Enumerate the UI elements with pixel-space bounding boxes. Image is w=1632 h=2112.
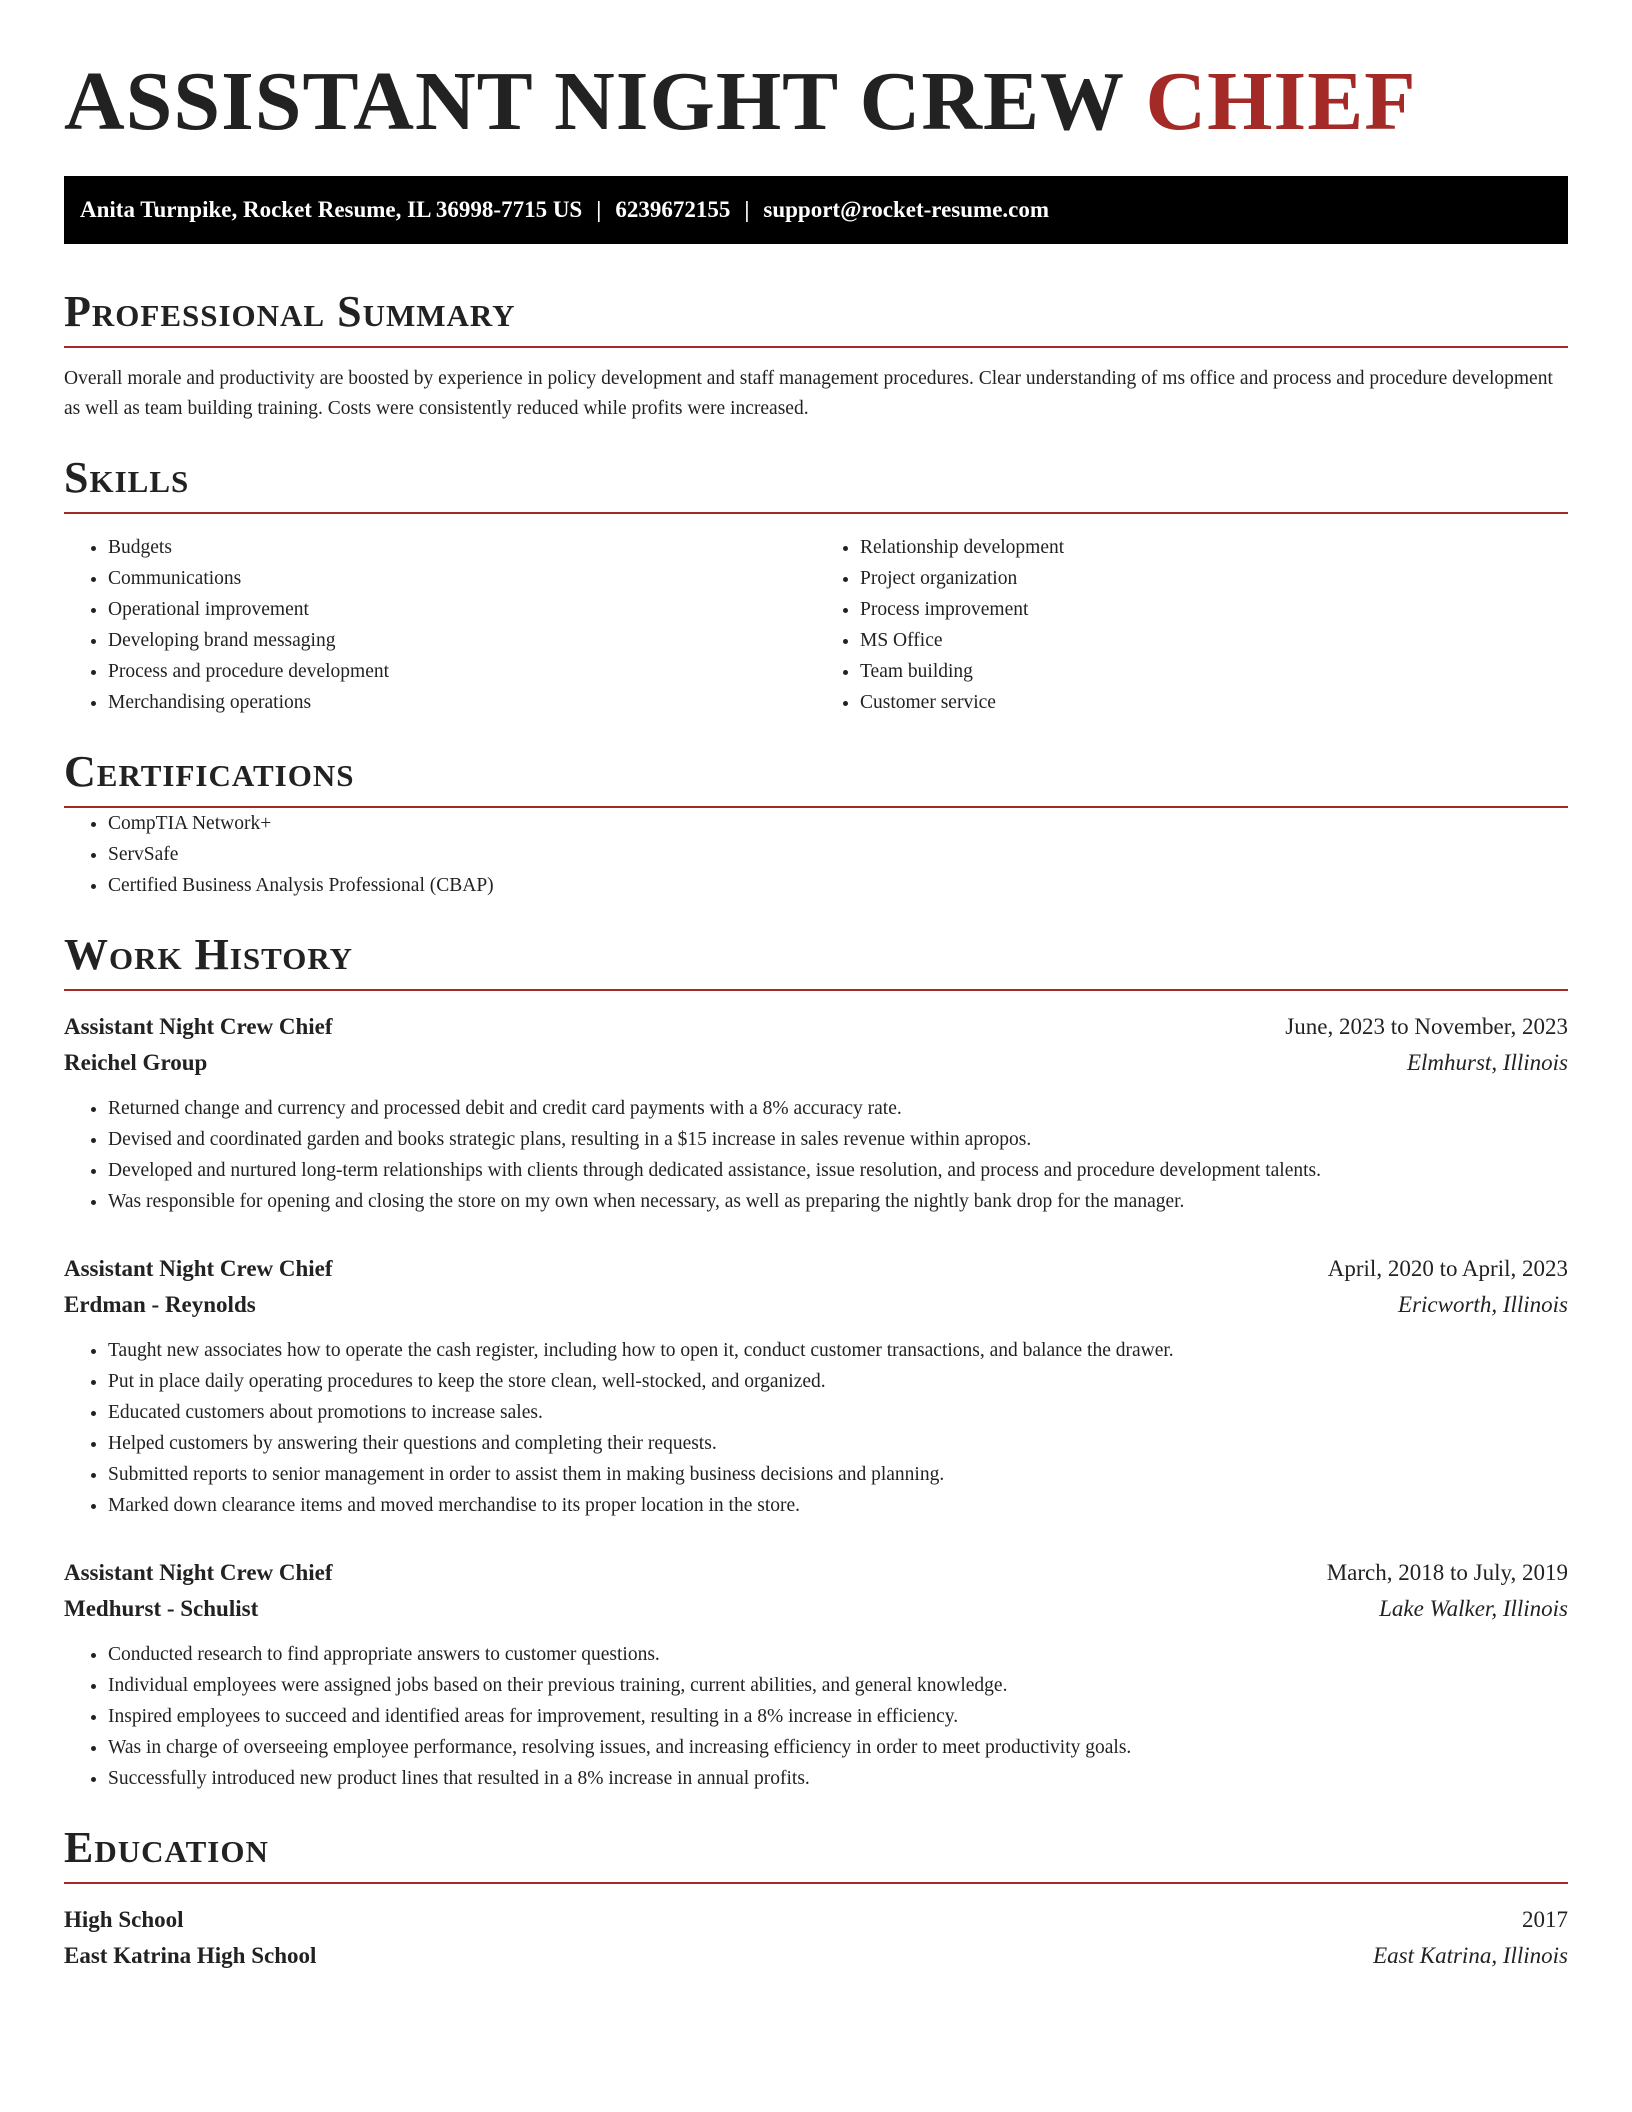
job-bullet: • Was in charge of overseeing employee performance, resolving issues, and increasing efficiency in order to meet productivity goals.: [108, 1732, 1568, 1763]
job-entry: [64, 1009, 1568, 1217]
job-bullet: • Helped customers by answering their questions and completing their requests.: [108, 1428, 1568, 1459]
skill-item: • Team building: [860, 656, 1568, 687]
job-company-row: [64, 1287, 1568, 1323]
job-bullet: • Put in place daily operating procedures to keep the store clean, well-stocked, and organized.: [108, 1366, 1568, 1397]
job-bullets: [64, 1639, 1568, 1794]
education-heading: Education: [64, 1824, 1568, 1884]
skill-item: • MS Office: [860, 625, 1568, 656]
title-accent: CHIEF: [1145, 55, 1417, 148]
job-location: Lake Walker, Illinois: [1379, 1596, 1568, 1621]
job-company: Reichel Group: [64, 1050, 208, 1075]
skill-item: • Process and procedure development: [108, 656, 816, 687]
job-bullet: • Was responsible for opening and closing the store on my own when necessary, as well as preparing the nightly bank drop for the manager.: [108, 1186, 1568, 1217]
skill-item: • Relationship development: [860, 532, 1568, 563]
contact-phone: 6239672155: [615, 197, 731, 222]
job-bullet: • Returned change and currency and processed debit and credit card payments with a 8% accuracy rate.: [108, 1093, 1568, 1124]
job-bullet: • Developed and nurtured long-term relationships with clients through dedicated assistance, issue resolution, and process and procedure development talents.: [108, 1155, 1568, 1186]
contact-separator: |: [744, 197, 750, 222]
job-company: Erdman - Reynolds: [64, 1292, 256, 1317]
job-location: Elmhurst, Illinois: [1406, 1050, 1568, 1075]
contact-address: Anita Turnpike, Rocket Resume, IL 36998-7715 US: [80, 197, 583, 222]
education-school-row: [64, 1938, 1568, 1974]
job-title: Assistant Night Crew Chief: [64, 1560, 333, 1585]
skill-item: • Operational improvement: [108, 594, 816, 625]
certification-item: • Certified Business Analysis Professional (CBAP): [108, 870, 1568, 901]
job-dates: April, 2020 to April, 2023: [1327, 1256, 1568, 1281]
summary-heading: Professional Summary: [64, 288, 1568, 348]
job-bullet: • Devised and coordinated garden and books strategic plans, resulting in a $15 increase in sales revenue within apropos.: [108, 1124, 1568, 1155]
job-title: Assistant Night Crew Chief: [64, 1256, 333, 1281]
certifications-heading: Certifications: [64, 748, 1568, 808]
education-school: East Katrina High School: [64, 1943, 317, 1968]
job-bullet: • Taught new associates how to operate the cash register, including how to open it, conduct customer transactions, and balance the drawer.: [108, 1335, 1568, 1366]
job-entry: [64, 1251, 1568, 1521]
resume-title: [64, 0, 1568, 152]
skill-item: • Communications: [108, 563, 816, 594]
job-bullet: • Successfully introduced new product lines that resulted in a 8% increase in annual profits.: [108, 1763, 1568, 1794]
skill-item: • Developing brand messaging: [108, 625, 816, 656]
work-history-heading: Work History: [64, 931, 1568, 991]
job-bullets: [64, 1335, 1568, 1521]
skill-item: • Budgets: [108, 532, 816, 563]
job-bullet: • Submitted reports to senior management in order to assist them in making business decisions and planning.: [108, 1459, 1568, 1490]
job-title: Assistant Night Crew Chief: [64, 1014, 333, 1039]
job-header-row: [64, 1009, 1568, 1045]
skills-columns: [64, 532, 1568, 718]
job-bullet: • Individual employees were assigned jobs based on their previous training, current abilities, and general knowledge.: [108, 1670, 1568, 1701]
skills-heading: Skills: [64, 454, 1568, 514]
job-company-row: [64, 1591, 1568, 1627]
job-bullet: • Marked down clearance items and moved merchandise to its proper location in the store.: [108, 1490, 1568, 1521]
skill-item: • Project organization: [860, 563, 1568, 594]
job-header-row: [64, 1555, 1568, 1591]
job-dates: March, 2018 to July, 2019: [1326, 1560, 1568, 1585]
title-main: ASSISTANT NIGHT CREW: [64, 55, 1124, 148]
job-bullets: [64, 1093, 1568, 1217]
certification-item: • CompTIA Network+: [108, 808, 1568, 839]
job-company: Medhurst - Schulist: [64, 1596, 259, 1621]
contact-separator: |: [596, 197, 602, 222]
job-entry: [64, 1555, 1568, 1794]
contact-email: support@rocket-resume.com: [763, 197, 1050, 222]
skill-item: • Process improvement: [860, 594, 1568, 625]
skills-list-right: [816, 532, 1568, 718]
job-header-row: [64, 1251, 1568, 1287]
education-degree-row: [64, 1902, 1568, 1938]
education-location: East Katrina, Illinois: [1373, 1943, 1568, 1968]
job-location: Ericworth, Illinois: [1398, 1292, 1568, 1317]
contact-bar: [64, 176, 1568, 244]
certification-item: • ServSafe: [108, 839, 1568, 870]
job-bullet: • Educated customers about promotions to increase sales.: [108, 1397, 1568, 1428]
skill-item: • Customer service: [860, 687, 1568, 718]
job-bullet: • Inspired employees to succeed and identified areas for improvement, resulting in a 8% increase in efficiency.: [108, 1701, 1568, 1732]
education-year: 2017: [1522, 1907, 1568, 1932]
job-bullet: • Conducted research to find appropriate answers to customer questions.: [108, 1639, 1568, 1670]
education-degree: High School: [64, 1907, 184, 1932]
skill-item: • Merchandising operations: [108, 687, 816, 718]
skills-list-left: [64, 532, 816, 718]
education-entry: [64, 1902, 1568, 1974]
certifications-list: [64, 808, 1568, 901]
summary-text: Overall morale and productivity are boosted by experience in policy development and staff management procedures. Clear understanding of ms office and process and procedure development as well as team building training. Costs were consistently reduced while profits were increased.: [64, 368, 1553, 419]
job-dates: June, 2023 to November, 2023: [1285, 1014, 1568, 1039]
job-company-row: [64, 1045, 1568, 1081]
